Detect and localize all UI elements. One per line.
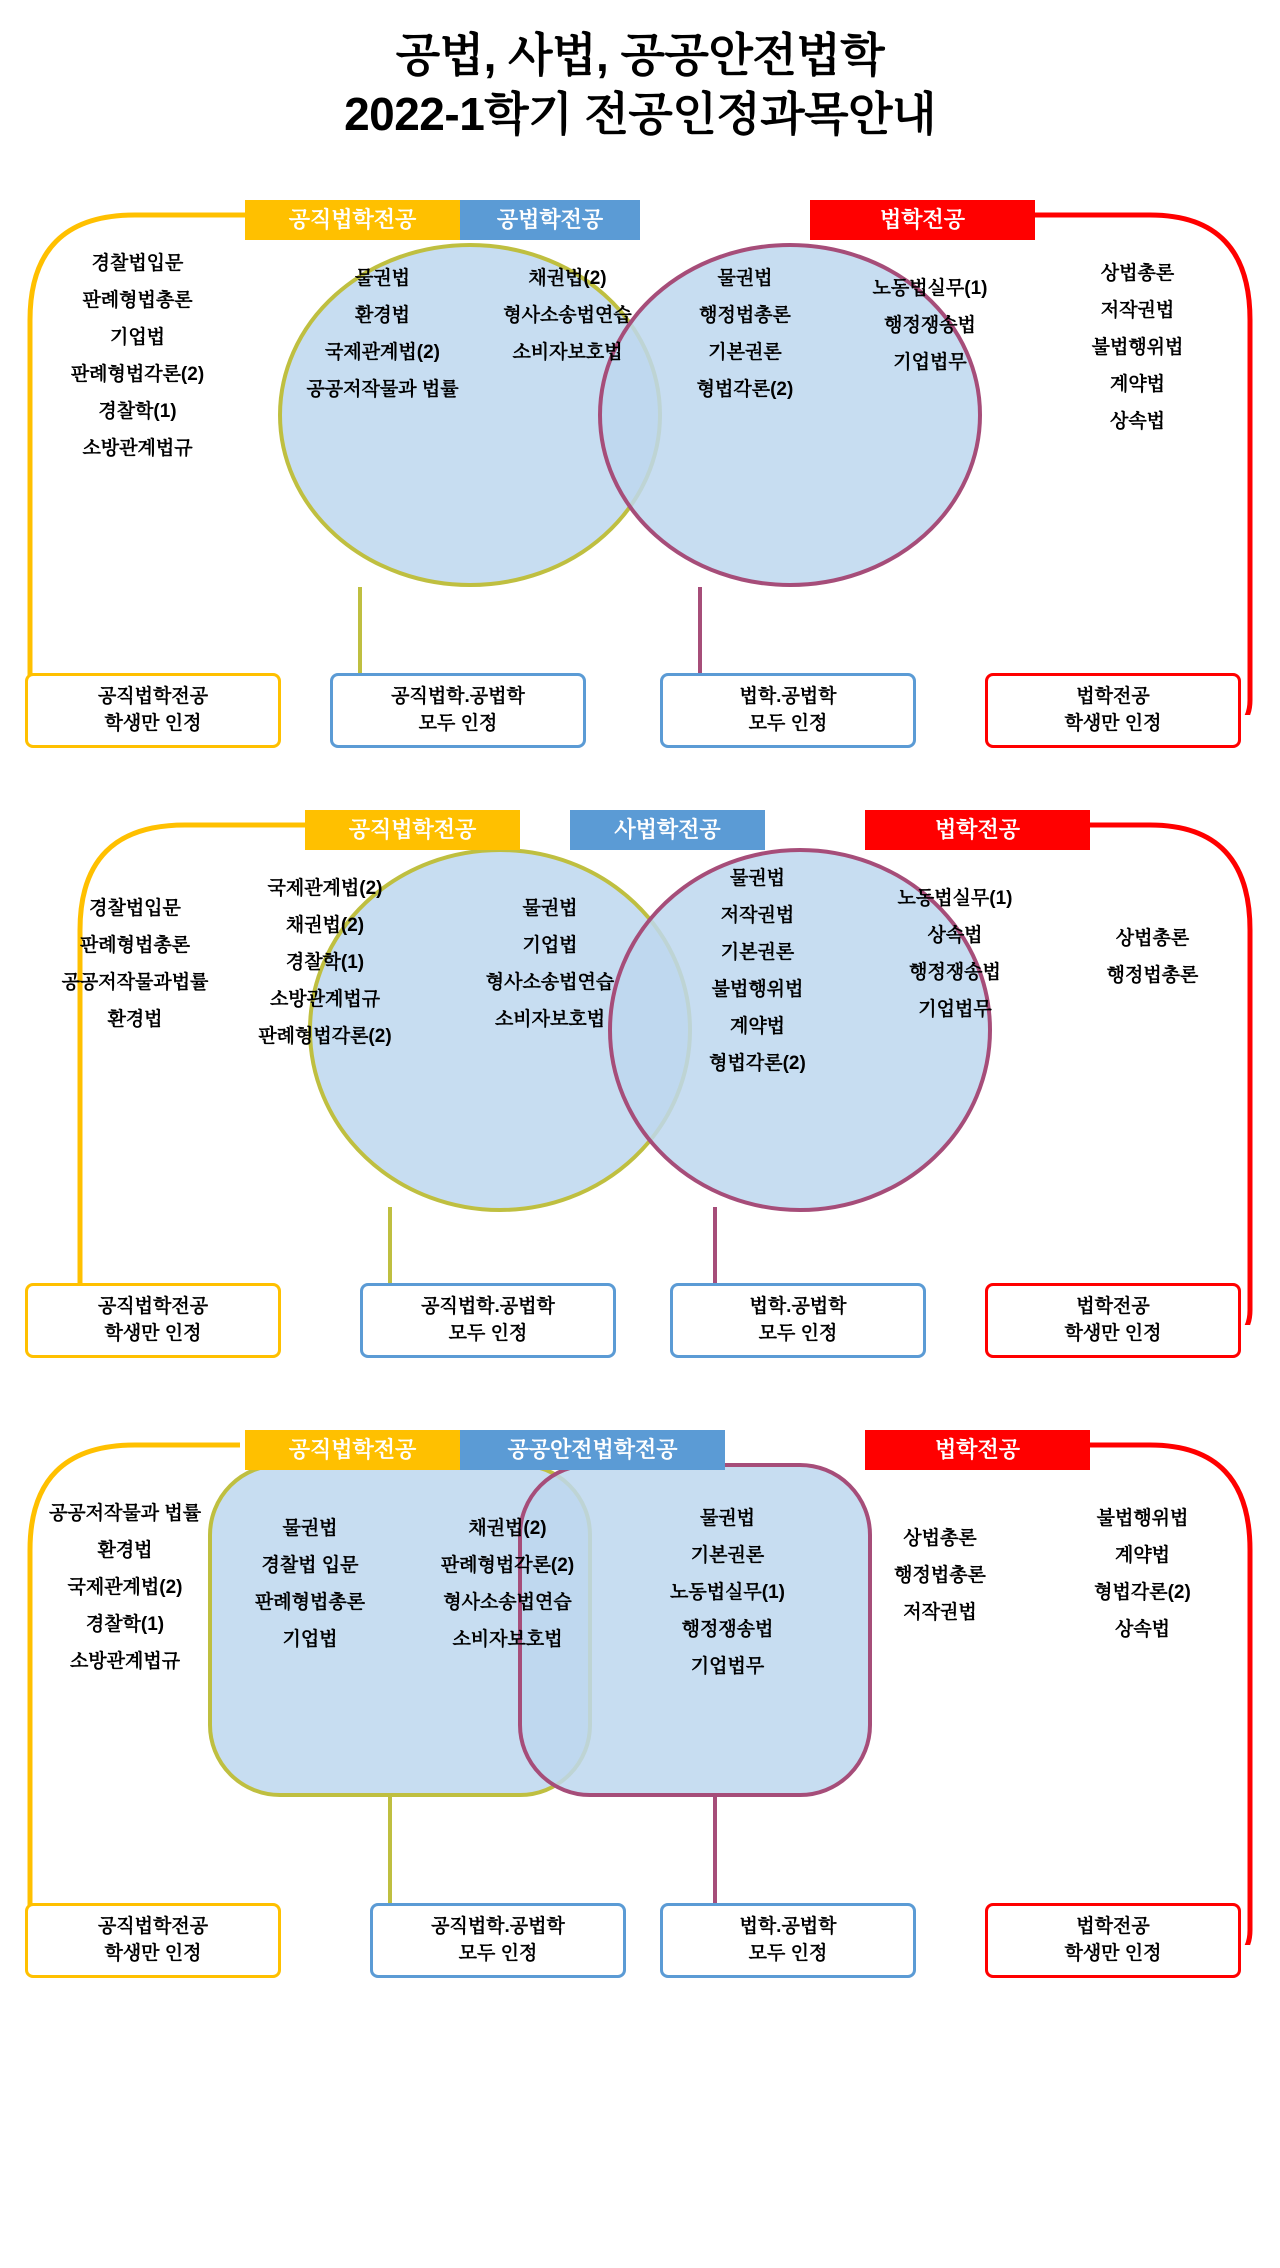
course-item: 기본권론: [708, 342, 782, 364]
course-item: 기업법무: [690, 1656, 765, 1678]
legend-box-blue-right: [670, 1283, 926, 1358]
page-title: [0, 0, 1280, 144]
diagram-section-gongbeop: [0, 155, 1280, 734]
course-item: 상법총론: [903, 1528, 977, 1549]
course-item: 노동법실무(1): [872, 278, 988, 299]
legend-line2: 모두 인정: [448, 1322, 528, 1344]
legend-box-red: [985, 1283, 1241, 1358]
course-item: 상법총론: [1100, 263, 1175, 284]
course-item: 기업법: [522, 935, 578, 957]
legend-line1: 공직법학.공법학: [391, 686, 525, 707]
course-item: 경찰학(1): [98, 401, 177, 423]
legend-line1: 법학.공법학: [739, 1916, 837, 1937]
course-item: 상속법: [1114, 1619, 1171, 1641]
course-item: 공공저작물과법률: [61, 972, 209, 994]
course-item: 행정쟁송법: [681, 1619, 774, 1641]
legend-line2: 모두 인정: [758, 1322, 838, 1344]
course-column-left-only: [30, 245, 245, 467]
legend-box-gold: [25, 673, 281, 748]
course-item: 공공저작물과 법률: [48, 1503, 202, 1524]
course-column-gold-blue-b: [400, 1510, 615, 1658]
course-item: 경찰법입문: [89, 898, 181, 919]
course-item: 형법각론(2): [696, 379, 794, 401]
legend-line1: 공직법학전공: [97, 1296, 209, 1317]
course-item: 물권법: [282, 1518, 338, 1539]
course-item: 기본권론: [720, 942, 795, 964]
course-item: 불법행위법: [1091, 337, 1184, 359]
legend-line1: 법학.공법학: [739, 686, 837, 707]
course-item: 행정법총론: [1106, 965, 1199, 987]
course-item: 소방관계법규: [82, 438, 193, 460]
course-item: 상속법: [1109, 411, 1166, 433]
legend-line2: 모두 인정: [458, 1942, 538, 1964]
diagram-section-sabeop: [0, 765, 1280, 1344]
course-item: 상법총론: [1115, 928, 1190, 949]
course-item: 행정쟁송법: [884, 315, 976, 337]
course-item: 노동법실무(1): [897, 888, 1013, 909]
course-item: 국제관계법(2): [67, 1577, 183, 1599]
legend-line2: 모두 인정: [748, 1942, 828, 1964]
course-column-blue-red-b: [855, 880, 1055, 1028]
chip-major-2[interactable]: 법학전공: [865, 1430, 1090, 1470]
course-column-right-only: [1055, 920, 1250, 994]
legend-box-blue-left: [330, 673, 586, 748]
course-item: 국제관계법(2): [325, 342, 440, 364]
course-column-blue-red-a: [660, 860, 855, 1082]
course-item: 판례형법각론(2): [258, 1026, 392, 1048]
course-item: 기업법: [109, 327, 166, 349]
course-item: 계약법: [1114, 1545, 1171, 1567]
course-item: 환경법: [107, 1009, 163, 1031]
course-item: 공공저작물과 법률: [306, 379, 459, 401]
page-title-line2: 2022-1학기 전공인정과목안내: [344, 87, 936, 140]
legend-box-blue-left: [370, 1903, 626, 1978]
course-column-gold-blue-a: [285, 260, 480, 408]
chip-major-0[interactable]: 공직법학전공: [305, 810, 520, 850]
course-item: 저작권법: [720, 905, 795, 927]
course-item: 경찰법입문: [91, 253, 184, 274]
course-item: 행정쟁송법: [909, 962, 1001, 984]
course-item: 형법각론(2): [709, 1053, 806, 1075]
course-item: 판례형법각론(2): [70, 364, 205, 386]
course-item: 판례형법총론: [254, 1592, 366, 1614]
course-item: 소비자보호법: [512, 342, 623, 364]
course-item: 판례형법총론: [79, 935, 191, 957]
course-item: 국제관계법(2): [267, 878, 383, 899]
course-item: 행정법총론: [894, 1565, 986, 1587]
legend-line1: 법학.공법학: [749, 1296, 847, 1317]
course-item: 형사소송법연습: [485, 972, 615, 994]
course-column-right-only: [1035, 1500, 1250, 1648]
course-column-blue-red-a: [630, 1500, 825, 1685]
course-column-gold-blue-b: [470, 260, 665, 371]
legend-line2: 모두 인정: [418, 712, 498, 734]
legend-line2: 학생만 인정: [1064, 1322, 1162, 1344]
course-item: 소비자보호법: [452, 1629, 563, 1651]
legend-line1: 공직법학.공법학: [431, 1916, 565, 1937]
legend-box-blue-left: [360, 1283, 616, 1358]
legend-box-red: [985, 1903, 1241, 1978]
legend-box-gold: [25, 1283, 281, 1358]
diagram-section-gonggonganjeon: [0, 1385, 1280, 1964]
course-column-blue-red-a: [650, 260, 840, 408]
course-item: 저작권법: [903, 1602, 977, 1624]
course-column-blue-red-b: [830, 270, 1030, 381]
legend-line1: 공직법학.공법학: [421, 1296, 555, 1317]
red-bracket: [1055, 825, 1250, 1325]
course-item: 경찰법 입문: [261, 1555, 359, 1577]
course-item: 물권법: [717, 268, 773, 289]
course-item: 저작권법: [1100, 300, 1175, 322]
legend-line2: 학생만 인정: [104, 712, 202, 734]
legend-line2: 모두 인정: [748, 712, 828, 734]
course-item: 계약법: [1109, 374, 1166, 396]
course-item: 소방관계법규: [69, 1651, 181, 1673]
course-item: 경찰학(1): [85, 1614, 165, 1636]
course-item: 불법행위법: [1096, 1508, 1189, 1529]
course-item: 기본권론: [690, 1545, 765, 1567]
chip-major-0[interactable]: 공직법학전공: [245, 1430, 460, 1470]
course-item: 형사소송법연습: [503, 305, 632, 327]
course-item: 물권법: [354, 268, 411, 289]
course-item: 소방관계법규: [269, 989, 381, 1011]
course-item: 형법각론(2): [1094, 1582, 1191, 1604]
course-item: 계약법: [729, 1016, 786, 1038]
course-column-gold-blue-a: [210, 1510, 410, 1658]
course-item: 판례형법각론(2): [440, 1555, 575, 1577]
legend-box-blue-right: [660, 1903, 916, 1978]
legend-line2: 학생만 인정: [104, 1942, 202, 1964]
course-item: 노동법실무(1): [670, 1582, 785, 1604]
course-column-left-only: [10, 1495, 240, 1680]
chip-major-1[interactable]: 사법학전공: [570, 810, 765, 850]
course-item: 환경법: [354, 305, 411, 327]
course-item: 기업법무: [893, 352, 967, 374]
legend-line2: 학생만 인정: [104, 1322, 202, 1344]
course-item: 경찰학(1): [285, 952, 365, 974]
legend-box-gold: [25, 1903, 281, 1978]
legend-box-blue-right: [660, 673, 916, 748]
course-item: 기업법무: [918, 999, 992, 1021]
course-item: 채권법(2): [468, 1518, 547, 1539]
course-item: 소비자보호법: [494, 1009, 606, 1031]
chip-major-1[interactable]: 공공안전법학전공: [460, 1430, 725, 1470]
course-item: 판례형법총론: [82, 290, 193, 312]
course-item: 채권법(2): [528, 268, 607, 289]
legend-line2: 학생만 인정: [1064, 1942, 1162, 1964]
legend-line1: 공직법학전공: [97, 686, 209, 707]
course-item: 물권법: [699, 1508, 756, 1529]
chip-major-2[interactable]: 법학전공: [865, 810, 1090, 850]
legend-line1: 법학전공: [1076, 1916, 1150, 1937]
course-item: 상속법: [927, 925, 983, 947]
chip-major-0[interactable]: 공직법학전공: [245, 200, 460, 240]
course-item: 환경법: [97, 1540, 153, 1562]
course-column-blue-red-b: [840, 1520, 1040, 1631]
course-item: 행정법총론: [699, 305, 791, 327]
course-column-gold-blue-b: [440, 890, 660, 1038]
legend-line1: 법학전공: [1076, 686, 1150, 707]
course-column-right-only: [1025, 255, 1250, 440]
course-item: 불법행위법: [711, 979, 804, 1001]
course-item: 형사소송법연습: [443, 1592, 572, 1614]
course-column-gold-blue-a: [210, 870, 440, 1055]
course-item: 채권법(2): [285, 915, 365, 937]
chip-major-1[interactable]: 공법학전공: [460, 200, 640, 240]
course-item: 물권법: [522, 898, 578, 919]
chip-major-2[interactable]: 법학전공: [810, 200, 1035, 240]
page-title-line1: 공법, 사법, 공공안전법학: [395, 29, 885, 81]
course-item: 기업법: [282, 1629, 338, 1651]
legend-box-red: [985, 673, 1241, 748]
legend-line1: 공직법학전공: [97, 1916, 209, 1937]
course-item: 물권법: [729, 868, 786, 889]
legend-line1: 법학전공: [1076, 1296, 1150, 1317]
legend-line2: 학생만 인정: [1064, 712, 1162, 734]
